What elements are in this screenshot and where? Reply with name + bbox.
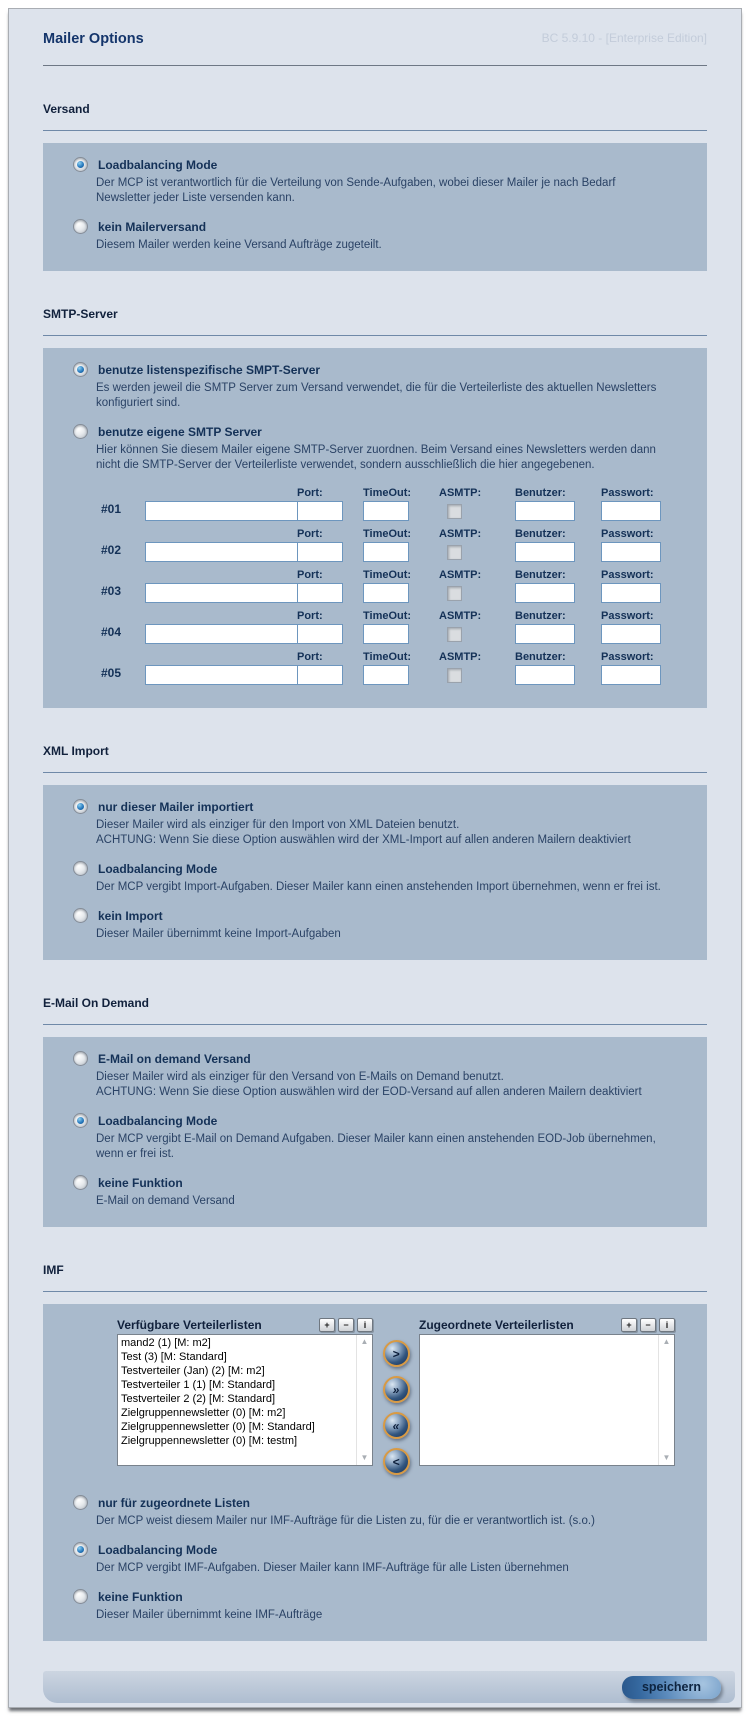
password-input-5 (601, 665, 661, 685)
move-all-left-button[interactable]: « (383, 1412, 410, 1439)
section-divider (43, 772, 707, 773)
port-input-5[interactable] (297, 665, 343, 685)
password-input-2 (601, 542, 661, 562)
plus-icon[interactable]: + (319, 1318, 335, 1332)
plus-icon[interactable]: + (621, 1318, 637, 1332)
section-divider (43, 130, 707, 131)
section-title-imf: IMF (43, 1263, 64, 1277)
port-label: Port: (297, 651, 323, 663)
xml-option-nur-dieser (73, 799, 687, 848)
option-label: kein Mailerversand (98, 219, 207, 234)
server-host-input-4[interactable] (145, 624, 299, 644)
radio-xml-loadbalancing[interactable] (73, 861, 88, 876)
asmtp-checkbox-5 (447, 668, 462, 683)
list-item[interactable]: Zielgruppennewsletter (0) [M: Standard] (121, 1421, 315, 1433)
radio-imf-loadbalancing[interactable] (73, 1542, 88, 1557)
scroll-down-icon[interactable]: ▼ (662, 1453, 671, 1462)
user-input-1 (515, 501, 575, 521)
radio-smtp-eigene[interactable] (73, 424, 88, 439)
timeout-label: TimeOut: (363, 569, 412, 581)
password-label: Passwort: (601, 528, 654, 540)
option-label: benutze listenspezifische SMPT-Server (98, 362, 321, 377)
asmtp-label: ASMTP: (439, 487, 482, 499)
page-header (9, 9, 741, 47)
footer-bar (43, 1671, 735, 1703)
header-divider (43, 65, 707, 66)
minus-icon[interactable]: − (338, 1318, 354, 1332)
smtp-server-row-4 (101, 610, 687, 644)
option-description: Der MCP vergibt IMF-Aufgaben. Dieser Mailer kann IMF-Aufträge für alle Listen übernehmen (96, 1562, 569, 1574)
user-label: Benutzer: (515, 487, 566, 499)
user-input-3 (515, 583, 575, 603)
section-versand (9, 102, 741, 271)
eod-option-keine-funktion (73, 1175, 687, 1209)
versand-option-kein-versand (73, 219, 687, 253)
available-lists-listbox[interactable] (117, 1334, 373, 1466)
section-imf (9, 1263, 741, 1641)
versand-option-loadbalancing (73, 157, 687, 206)
section-xml-import (9, 744, 741, 960)
smtp-option-listenspezifisch (73, 362, 687, 411)
assigned-lists-column (419, 1318, 675, 1475)
section-divider (43, 1024, 707, 1025)
timeout-label: TimeOut: (363, 487, 412, 499)
port-input-4[interactable] (297, 624, 343, 644)
server-row-label: #02 (101, 543, 122, 557)
port-label: Port: (297, 528, 323, 540)
assigned-lists-title: Zugeordnete Verteilerlisten (419, 1318, 574, 1332)
xml-option-loadbalancing (73, 861, 687, 895)
section-eod (9, 996, 741, 1227)
info-icon[interactable]: i (659, 1318, 675, 1332)
option-description: Dieser Mailer wird als einziger für den Import von XML Dateien benutzt. (96, 819, 460, 831)
server-row-label: #05 (101, 666, 122, 680)
radio-imf-keine-funktion[interactable] (73, 1589, 88, 1604)
option-label: keine Funktion (98, 1175, 183, 1190)
scroll-up-icon[interactable]: ▲ (360, 1337, 369, 1346)
port-label: Port: (297, 487, 323, 499)
imf-options (73, 1495, 687, 1623)
radio-imf-zugeordnete[interactable] (73, 1495, 88, 1510)
asmtp-label: ASMTP: (439, 569, 482, 581)
timeout-input-4[interactable] (363, 624, 409, 644)
section-smtp (9, 307, 741, 708)
section-title-xml-import: XML Import (43, 744, 109, 758)
option-description: Dieser Mailer übernimmt keine IMF-Aufträge (96, 1609, 323, 1621)
server-host-input-3[interactable] (145, 583, 299, 603)
server-host-input-1[interactable] (145, 501, 299, 521)
asmtp-label: ASMTP: (439, 528, 482, 540)
option-label: benutze eigene SMTP Server (98, 424, 262, 439)
imf-dual-list (117, 1318, 687, 1475)
scroll-up-icon[interactable]: ▲ (662, 1337, 671, 1346)
port-input-3[interactable] (297, 583, 343, 603)
version-label: BC 5.9.10 - [Enterprise Edition] (541, 31, 707, 45)
option-description: Der MCP vergibt Import-Aufgaben. Dieser Mailer kann einen anstehenden Import übernehmen, wenn er frei ist. (96, 881, 661, 893)
list-item[interactable]: Test (3) [M: Standard] (121, 1351, 227, 1363)
minus-icon[interactable]: − (640, 1318, 656, 1332)
radio-eod-loadbalancing[interactable] (73, 1113, 88, 1128)
xml-import-panel (43, 785, 707, 960)
xml-option-kein-import (73, 908, 687, 942)
timeout-input-3[interactable] (363, 583, 409, 603)
option-warning: ACHTUNG: Wenn Sie diese Option auswählen wird der EOD-Versand auf allen anderen Mailern deaktiviert (96, 1086, 642, 1098)
port-input-2[interactable] (297, 542, 343, 562)
timeout-label: TimeOut: (363, 651, 412, 663)
asmtp-checkbox-3 (447, 586, 462, 601)
radio-eod-keine-funktion[interactable] (73, 1175, 88, 1190)
section-title-smtp: SMTP-Server (43, 307, 118, 321)
save-button[interactable]: speichern (622, 1676, 721, 1699)
password-label: Passwort: (601, 569, 654, 581)
move-right-button[interactable]: > (383, 1340, 410, 1367)
section-divider (43, 335, 707, 336)
option-description: Dieser Mailer wird als einziger für den Versand von E-Mails on Demand benutzt. (96, 1071, 504, 1083)
versand-panel (43, 143, 707, 271)
smtp-panel (43, 348, 707, 708)
option-label: Loadbalancing Mode (98, 861, 218, 876)
radio-versand-loadbalancing[interactable] (73, 157, 88, 172)
timeout-input-2[interactable] (363, 542, 409, 562)
server-row-label: #03 (101, 584, 122, 598)
password-input-4 (601, 624, 661, 644)
option-description: Der MCP ist verantwortlich für die Verteilung von Sende-Aufgaben, wobei dieser Mailer je nach Bedarf Newsletter jeder Liste versenden kann. (96, 177, 616, 204)
option-description: Der MCP weist diesem Mailer nur IMF-Aufträge für die Listen zu, für die er verantwortlich ist. (s.o.) (96, 1515, 595, 1527)
password-label: Passwort: (601, 651, 654, 663)
timeout-label: TimeOut: (363, 610, 412, 622)
move-all-right-button[interactable]: » (383, 1376, 410, 1403)
list-item[interactable]: Testverteiler 1 (1) [M: Standard] (121, 1379, 276, 1391)
mailer-options-page (8, 8, 742, 1708)
option-description: Der MCP vergibt E-Mail on Demand Aufgaben. Dieser Mailer kann einen anstehenden EOD-Job übernehmen, wenn er frei ist. (96, 1133, 656, 1160)
option-description: Es werden jeweil die SMTP Server zum Versand verwendet, die für die Verteilerliste des aktuellen Newsletters konfiguriert sind. (96, 382, 657, 409)
asmtp-checkbox-1 (447, 504, 462, 519)
timeout-input-1[interactable] (363, 501, 409, 521)
radio-eod-versand[interactable] (73, 1051, 88, 1066)
password-label: Passwort: (601, 487, 654, 499)
server-host-input-5[interactable] (145, 665, 299, 685)
option-description: E-Mail on demand Versand (96, 1195, 235, 1207)
option-label: nur für zugeordnete Listen (98, 1495, 251, 1510)
user-label: Benutzer: (515, 528, 566, 540)
option-label: Loadbalancing Mode (98, 1542, 218, 1557)
option-description: Hier können Sie diesem Mailer eigene SMTP-Server zuordnen. Beim Versand eines Newsletters werden dann nicht die SMTP-Server der Verteilerliste verwendet, sondern ausschließlich die hier angegebenen. (96, 444, 656, 471)
transfer-buttons (373, 1318, 419, 1475)
eod-option-loadbalancing (73, 1113, 687, 1162)
port-label: Port: (297, 610, 323, 622)
list-item[interactable]: Zielgruppennewsletter (0) [M: m2] (121, 1407, 286, 1419)
list-item[interactable]: mand2 (1) [M: m2] (121, 1337, 211, 1349)
section-divider (43, 1291, 707, 1292)
assigned-lists-scrollbar[interactable] (658, 1335, 674, 1465)
imf-option-zugeordnete (73, 1495, 687, 1529)
password-input-3 (601, 583, 661, 603)
timeout-input-5[interactable] (363, 665, 409, 685)
list-item[interactable]: Testverteiler (Jan) (2) [M: m2] (121, 1365, 265, 1377)
list-item[interactable]: Zielgruppennewsletter (0) [M: testm] (121, 1435, 298, 1447)
page-title: Mailer Options (43, 31, 144, 47)
asmtp-checkbox-4 (447, 627, 462, 642)
info-icon[interactable]: i (357, 1318, 373, 1332)
option-label: E-Mail on demand Versand (98, 1051, 251, 1066)
smtp-server-row-5 (101, 651, 687, 685)
list-item[interactable]: Testverteiler 2 (2) [M: Standard] (121, 1393, 276, 1405)
available-lists-title: Verfügbare Verteilerlisten (117, 1318, 262, 1332)
imf-option-loadbalancing (73, 1542, 687, 1576)
assigned-lists-listbox[interactable] (419, 1334, 675, 1466)
option-label: keine Funktion (98, 1589, 183, 1604)
smtp-server-row-1 (101, 487, 687, 521)
asmtp-checkbox-2 (447, 545, 462, 560)
asmtp-label: ASMTP: (439, 610, 482, 622)
user-input-2 (515, 542, 575, 562)
password-label: Passwort: (601, 610, 654, 622)
eod-option-versand (73, 1051, 687, 1100)
user-label: Benutzer: (515, 651, 566, 663)
smtp-option-eigene (73, 424, 687, 473)
option-description: Dieser Mailer übernimmt keine Import-Aufgaben (96, 928, 341, 940)
eod-panel (43, 1037, 707, 1227)
port-input-1[interactable] (297, 501, 343, 521)
radio-xml-kein-import[interactable] (73, 908, 88, 923)
smtp-server-row-3 (101, 569, 687, 603)
option-warning: ACHTUNG: Wenn Sie diese Option auswählen wird der XML-Import auf allen anderen Mailern deaktiviert (96, 834, 631, 846)
smtp-server-row-2 (101, 528, 687, 562)
scroll-down-icon[interactable]: ▼ (360, 1453, 369, 1462)
radio-versand-kein-versand[interactable] (73, 219, 88, 234)
timeout-label: TimeOut: (363, 528, 412, 540)
user-label: Benutzer: (515, 610, 566, 622)
radio-xml-nur-dieser[interactable] (73, 799, 88, 814)
server-row-label: #01 (101, 502, 122, 516)
port-label: Port: (297, 569, 323, 581)
user-input-4 (515, 624, 575, 644)
option-label: nur dieser Mailer importiert (98, 799, 254, 814)
move-left-button[interactable]: < (383, 1448, 410, 1475)
password-input-1 (601, 501, 661, 521)
imf-panel (43, 1304, 707, 1641)
server-host-input-2[interactable] (145, 542, 299, 562)
imf-option-keine-funktion (73, 1589, 687, 1623)
section-title-versand: Versand (43, 102, 90, 116)
option-label: Loadbalancing Mode (98, 157, 218, 172)
smtp-server-rows (101, 487, 687, 685)
option-label: kein Import (98, 908, 163, 923)
asmtp-label: ASMTP: (439, 651, 482, 663)
option-description: Diesem Mailer werden keine Versand Aufträge zugeteilt. (96, 239, 382, 251)
server-row-label: #04 (101, 625, 122, 639)
option-label: Loadbalancing Mode (98, 1113, 218, 1128)
user-input-5 (515, 665, 575, 685)
section-title-eod: E-Mail On Demand (43, 996, 150, 1010)
available-lists-scrollbar[interactable] (356, 1335, 372, 1465)
radio-smtp-listenspezifisch[interactable] (73, 362, 88, 377)
available-lists-column (117, 1318, 373, 1475)
user-label: Benutzer: (515, 569, 566, 581)
